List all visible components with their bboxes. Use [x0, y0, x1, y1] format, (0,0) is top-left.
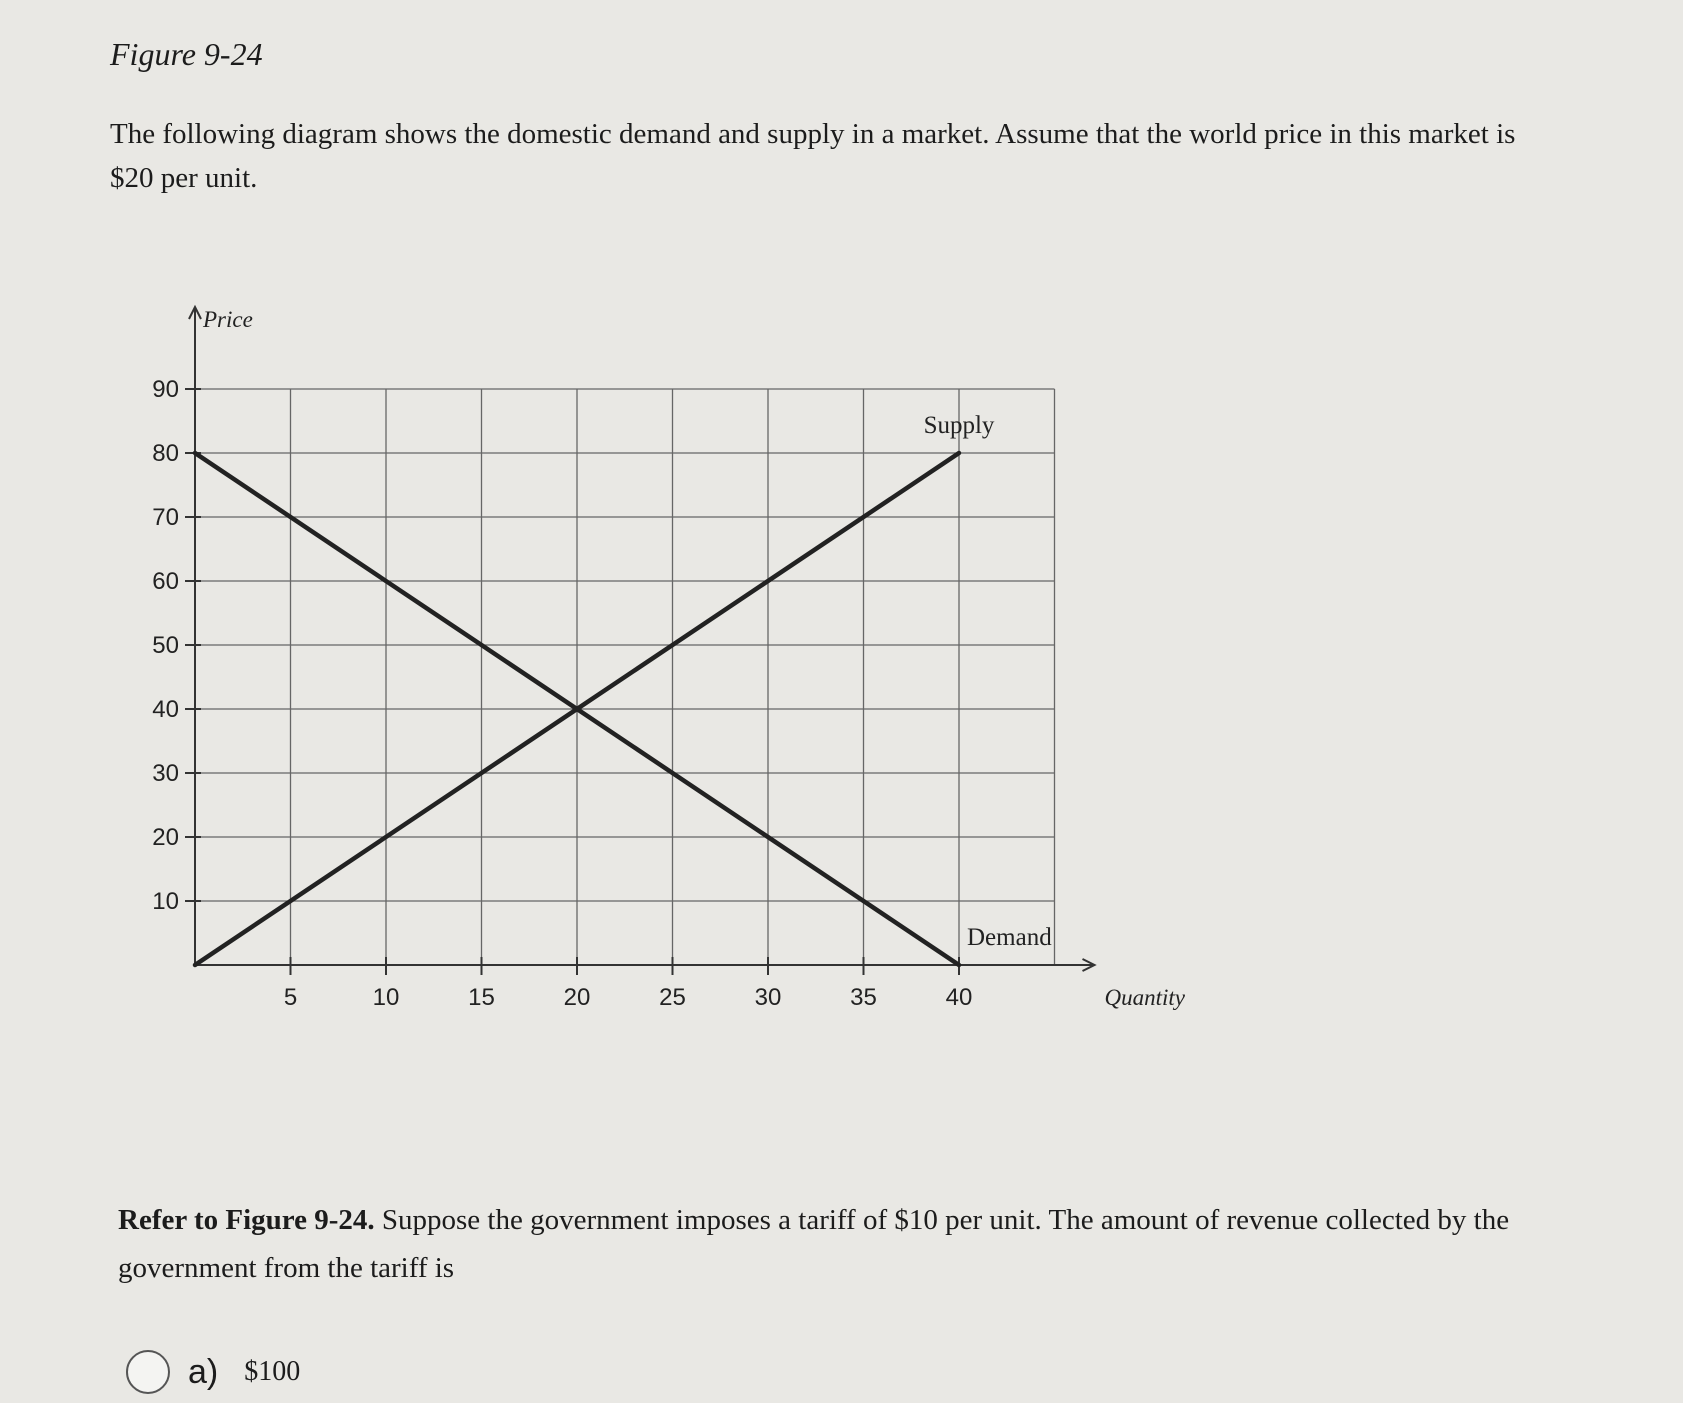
- x-axis-title: Quantity: [1104, 985, 1185, 1010]
- question-ref: Refer to Figure 9-24.: [118, 1204, 375, 1236]
- intro-text: The following diagram shows the domestic demand and supply in a market. Assume that the world price in this market is $20 per unit.: [110, 118, 1516, 194]
- y-tick-label: 60: [152, 568, 179, 595]
- x-tick-label: 20: [563, 984, 591, 1011]
- y-tick-label: 80: [152, 440, 179, 467]
- y-tick-label: 50: [152, 632, 179, 659]
- y-axis-title: Price: [203, 307, 253, 332]
- question-text: [118, 1196, 1568, 1292]
- x-tick-label: 30: [754, 984, 782, 1011]
- option-letter: a): [188, 1352, 219, 1391]
- axes: [185, 307, 1095, 975]
- x-tick-label: 15: [468, 984, 495, 1011]
- x-tick-label: 35: [850, 984, 877, 1011]
- y-tick-label: 10: [152, 888, 179, 915]
- demand-label: Demand: [967, 924, 1052, 951]
- x-tick-label: 10: [372, 984, 400, 1011]
- y-tick-label: 20: [152, 824, 179, 851]
- figure-title: Figure 9-24: [110, 36, 263, 72]
- x-tick-label: 40: [945, 984, 973, 1011]
- radio-button[interactable]: [126, 1350, 170, 1394]
- question-body: Suppose the government imposes a tariff of $10 per unit. The amount of revenue collected by the government from the tariff is: [118, 1204, 1510, 1284]
- x-tick-label: 5: [283, 984, 298, 1011]
- y-tick-label: 90: [152, 376, 179, 403]
- option-value: $100: [244, 1356, 301, 1387]
- y-tick-label: 40: [152, 696, 179, 723]
- y-tick-label: 70: [152, 504, 179, 531]
- chart-labels: [152, 307, 1185, 1011]
- x-tick-label: 25: [659, 984, 686, 1011]
- option-a[interactable]: [126, 1350, 300, 1394]
- supply-label: Supply: [923, 412, 995, 439]
- y-tick-label: 30: [152, 760, 179, 787]
